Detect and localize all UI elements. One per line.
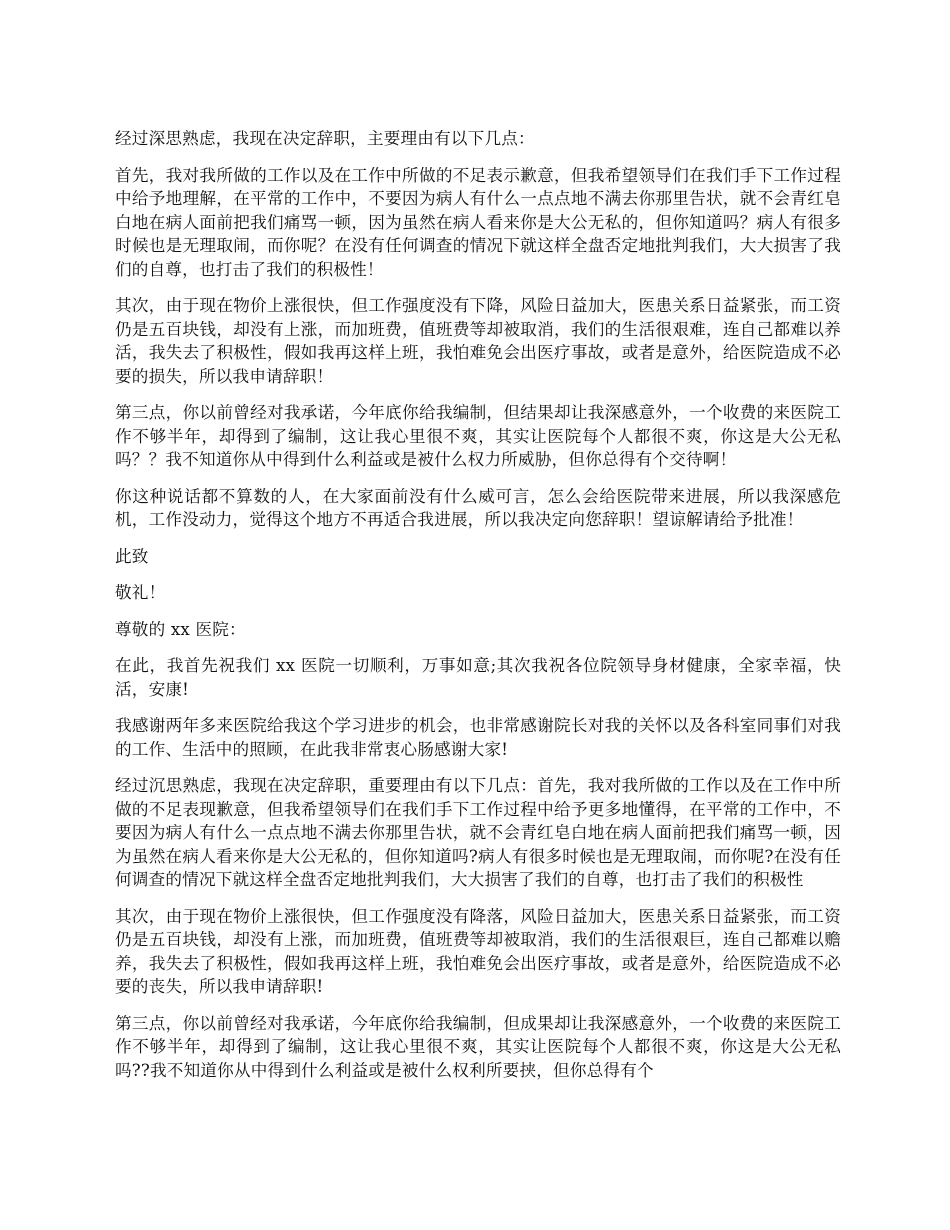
- paragraph: 经过深思熟虑，我现在决定辞职，主要理由有以下几点：: [115, 129, 535, 148]
- salutation: 尊敬的 xx 医院：: [115, 619, 246, 639]
- paragraph: 在此，我首先祝我们 xx 医院一切顺利，万事如意;其次我祝各位院领导身材健康，全家幸福，快活，安康!: [115, 656, 841, 699]
- paragraph: 其次，由于现在物价上涨很快，但工作强度没有降落，风险日益加大，医患关系日益紧张，而工资仍是五百块钱，却没有上涨，而加班费，值班费等却被取消，我们的生活很艰巨，连自己都难以赡养，我失去了积极性，假如我再这样上班，我怕难免会出医疗事故，或者是意外，给医院造成不必要的丧失，所以我申请辞职!: [115, 906, 841, 996]
- paragraph: 经过沉思熟虑，我现在决定辞职，重要理由有以下几点：首先，我对我所做的工作以及在工作中所做的不足表现歉意，但我希望领导们在我们手下工作过程中给予更多地懂得，在平常的工作中，不要因为病人有什么一点点地不满去你那里告状，就不会青红皂白地在病人面前把我们痛骂一顿，因为虽然在病人看来你是大公无私的，但你知道吗?病人有很多时候也是无理取闹，而你呢?在没有任何调查的情况下就这样全盘否定地批判我们，大大损害了我们的自尊，也打击了我们的积极性: [115, 776, 841, 889]
- paragraph: 我感谢两年多来医院给我这个学习进步的机会，也非常感谢院长对我的关怀以及各科室同事们对我的工作、生活中的照顾，在此我非常衷心肠感谢大家!: [115, 716, 841, 759]
- paragraph: 其次，由于现在物价上涨很快，但工作强度没有下降，风险日益加大，医患关系日益紧张，而工资仍是五百块钱，却没有上涨，而加班费，值班费等却被取消，我们的生活很艰难，连自己都难以养活，我失去了积极性，假如我再这样上班，我怕难免会出医疗事故，或者是意外，给医院造成不必要的损失，所以我申请辞职！: [115, 296, 841, 386]
- paragraph: 首先，我对我所做的工作以及在工作中所做的不足表示歉意，但我希望领导们在我们手下工作过程中给予地理解，在平常的工作中，不要因为病人有什么一点点地不满去你那里告状，就不会青红皂白地在病人面前把我们痛骂一顿，因为虽然在病人看来你是大公无私的，但你知道吗？病人有很多时候也是无理取闹，而你呢？在没有任何调查的情况下就这样全盘否定地批判我们，大大损害了我们的自尊，也打击了我们的积极性！: [115, 165, 841, 279]
- document-body: [115, 127, 841, 1095]
- closing-line: 此致: [115, 546, 149, 566]
- paragraph: 第三点，你以前曾经对我承诺，今年底你给我编制，但结果却让我深感意外，一个收费的来医院工作不够半年，却得到了编制，这让我心里很不爽，其实让医院每个人都很不爽，你这是大公无私吗？？我不知道你从中得到什么利益或是被什么权力所威胁，但你总得有个交待啊！: [115, 403, 841, 469]
- paragraph: 第三点，你以前曾经对我承诺，今年底你给我编制，但成果却让我深感意外，一个收费的来医院工作不够半年，却得到了编制，这让我心里很不爽，其实让医院每个人都很不爽，你这是大公无私吗??我不知道你从中得到什么利益或是被什么权利所要挟，但你总得有个: [115, 1013, 841, 1080]
- closing-line: 敬礼！: [115, 583, 166, 602]
- paragraph: 你这种说话都不算数的人，在大家面前没有什么威可言，怎么会给医院带来进展，所以我深感危机，工作没动力，觉得这个地方不再适合我进展，所以我决定向您辞职！望谅解请给予批准！: [115, 486, 841, 529]
